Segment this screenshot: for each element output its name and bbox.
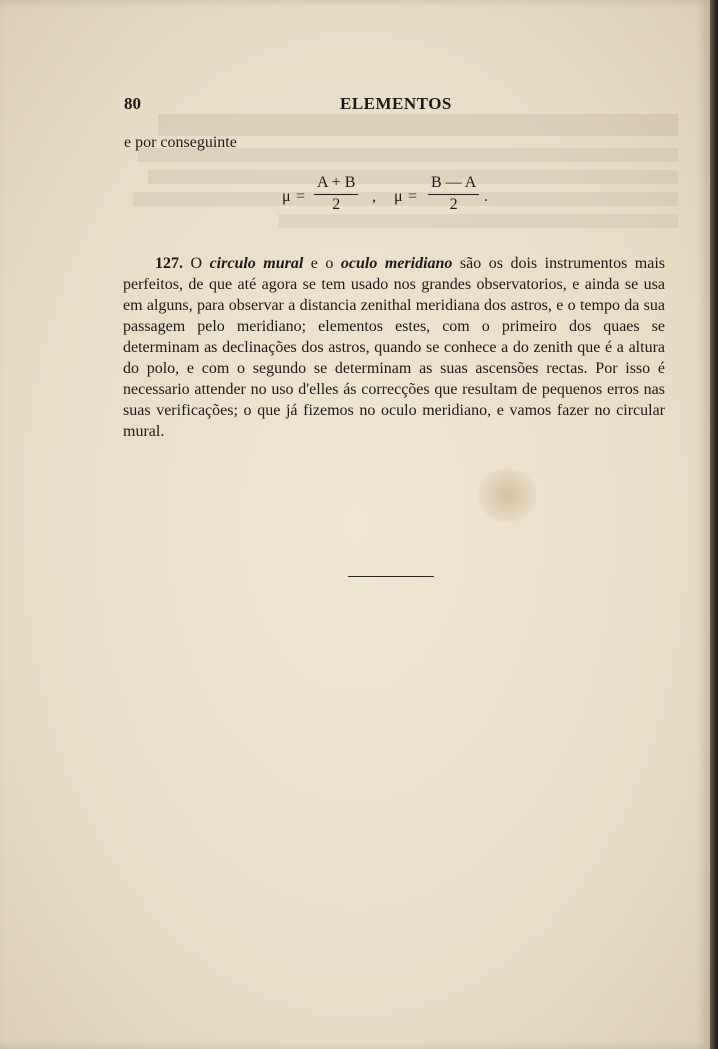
fraction-1-numerator: A + B [314, 174, 358, 195]
paragraph-number: 127. [155, 255, 183, 272]
running-title: ELEMENTOS [340, 94, 452, 113]
formula-fraction-2 [428, 174, 479, 214]
formula-mu-1: μ [282, 188, 291, 205]
formula-comma: , [372, 188, 376, 205]
paragraph-lead: O [190, 255, 203, 272]
fraction-2-numerator: B — A [428, 174, 479, 195]
formula-equals-2: = [408, 188, 418, 205]
bleed-through-text [118, 110, 678, 950]
section-divider [348, 576, 434, 577]
paragraph-body: são os dois instrumentos mais perfeitos, de que até agora se tem usado nos grandes observatorios, e ainda se usa em alguns, para observar a distancia zenithal meridiana dos astros, e o tempo da sua passagem pelo meridiano; elementos estes, com o primeiro dos quaes se determinam as declinações dos astros, quando se conhece a do zenith que é a altura do polo, e com o segundo se determinam as suas ascensões rectas. Por isso é necessario attender no uso d'elles ás correcções que resultam de pequenos erros nas suas verificações; o que já fizemos no oculo meridiano, e vamos fazer no circular mural. [123, 255, 666, 440]
page-header [124, 94, 664, 118]
formula-period: . [484, 188, 488, 205]
paper-stain [478, 468, 536, 522]
page-edge-shadow [710, 0, 718, 1049]
term-circulo-mural: circulo mural [209, 255, 304, 272]
formula-mu-2: μ [394, 188, 403, 205]
intro-text: e por conseguinte [124, 134, 237, 151]
term-oculo-meridiano: oculo meridiano [340, 255, 453, 272]
fraction-1-denominator: 2 [332, 196, 341, 213]
paragraph-connector: e o [310, 255, 334, 272]
paragraph-127 [123, 253, 665, 442]
page-number: 80 [124, 94, 141, 113]
fraction-2-denominator: 2 [449, 196, 458, 213]
formula-fraction-1 [314, 174, 358, 214]
formula [282, 174, 512, 224]
formula-equals-1: = [296, 188, 306, 205]
